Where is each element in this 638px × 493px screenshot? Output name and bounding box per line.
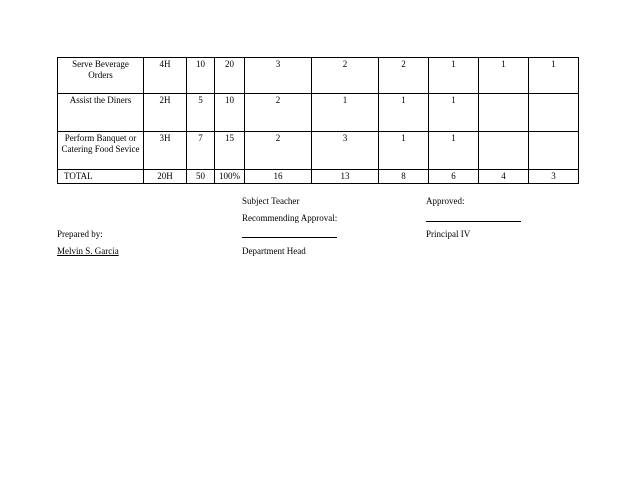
table-cell	[529, 132, 579, 170]
competency-cell: TOTAL	[58, 170, 144, 184]
competency-cell: Perform Banquet or Catering Food Sevice	[58, 132, 144, 170]
table-cell: 1	[429, 94, 479, 132]
approved-label: Approved:	[426, 196, 465, 206]
recommending-approval-label: Recommending Approval:	[242, 213, 338, 223]
competency-cell: Serve Beverage Orders	[58, 58, 144, 94]
table-cell: 1	[379, 132, 429, 170]
table-cell: 3	[312, 132, 379, 170]
competency-cell: Assist the Diners	[58, 94, 144, 132]
table-cell: 3H	[144, 132, 187, 170]
table-row	[58, 170, 579, 184]
table-cell: 2H	[144, 94, 187, 132]
table-cell: 6	[429, 170, 479, 184]
table-cell: 10	[187, 58, 215, 94]
subject-teacher-label: Subject Teacher	[242, 196, 300, 206]
department-head-label: Department Head	[242, 246, 306, 256]
table-cell: 50	[187, 170, 215, 184]
table-cell	[529, 94, 579, 132]
table-row	[58, 94, 579, 132]
table-cell: 3	[245, 58, 312, 94]
table-cell: 4	[479, 170, 529, 184]
table-cell: 1	[429, 132, 479, 170]
table-cell: 4H	[144, 58, 187, 94]
preparer-name: Melvin S. Garcia	[57, 246, 119, 256]
table-cell: 15	[215, 132, 245, 170]
prepared-by-label: Prepared by:	[57, 229, 103, 239]
table-cell: 100%	[215, 170, 245, 184]
principal-label: Principal IV	[426, 229, 471, 239]
table-cell	[479, 132, 529, 170]
table-cell: 1	[479, 58, 529, 94]
table-row	[58, 132, 579, 170]
table-cell: 1	[312, 94, 379, 132]
table-cell: 2	[245, 132, 312, 170]
table-cell: 1	[529, 58, 579, 94]
table-row	[58, 58, 579, 94]
recommender-signature-line	[242, 237, 337, 238]
table-cell	[479, 94, 529, 132]
table-cell: 1	[429, 58, 479, 94]
table-cell: 1	[379, 94, 429, 132]
table-cell: 2	[379, 58, 429, 94]
table-cell: 16	[245, 170, 312, 184]
table-cell: 5	[187, 94, 215, 132]
table-of-specifications	[57, 57, 579, 184]
table-cell: 3	[529, 170, 579, 184]
table-cell: 2	[245, 94, 312, 132]
approver-signature-line	[426, 221, 521, 222]
table-cell: 20	[215, 58, 245, 94]
table-cell: 2	[312, 58, 379, 94]
table-cell: 10	[215, 94, 245, 132]
table-cell: 7	[187, 132, 215, 170]
table-cell: 13	[312, 170, 379, 184]
table-cell: 8	[379, 170, 429, 184]
table-cell: 20H	[144, 170, 187, 184]
